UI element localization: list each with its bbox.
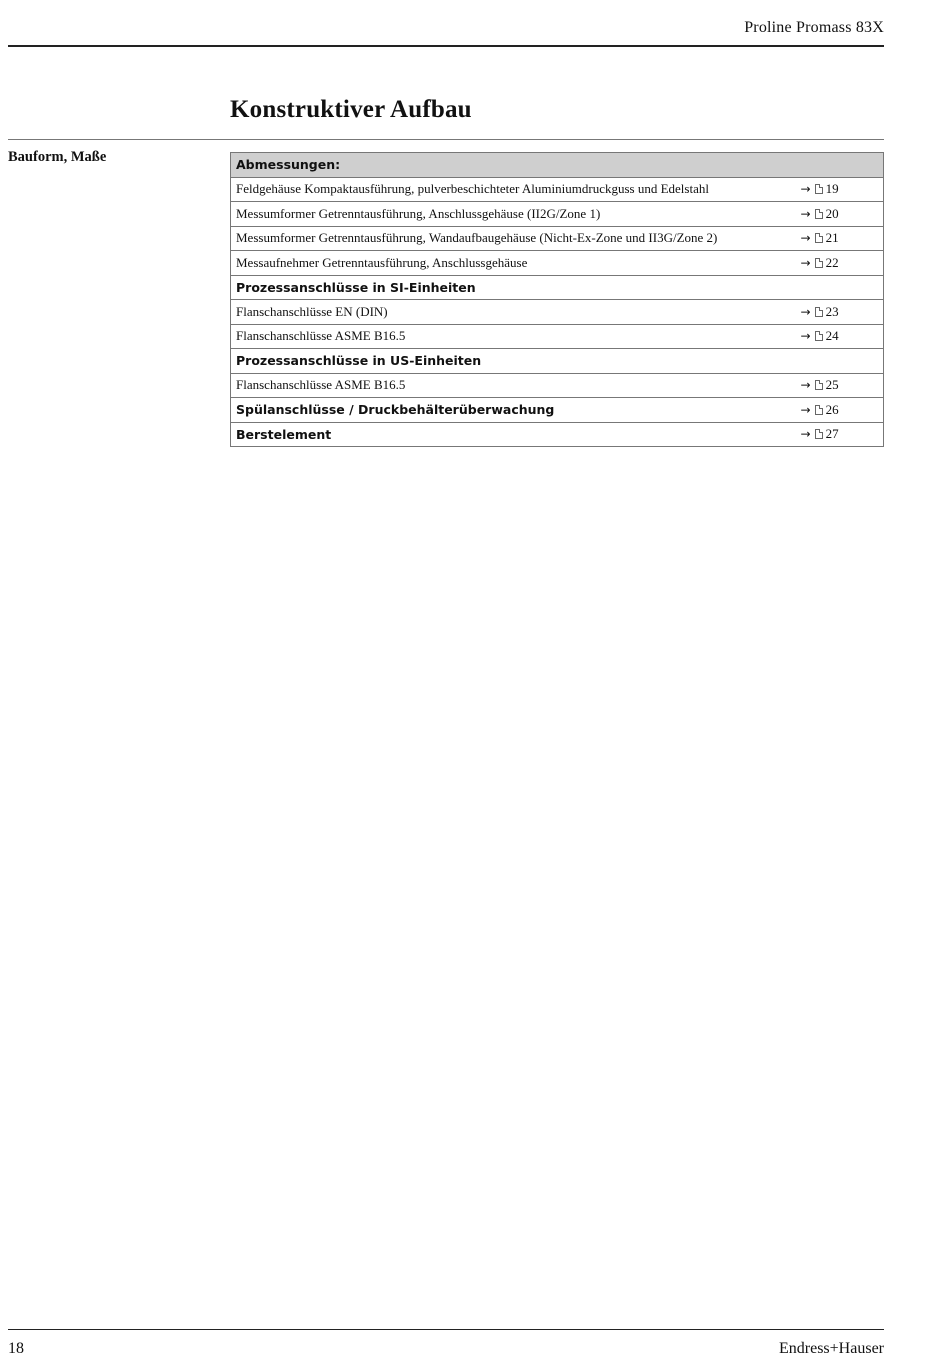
row-label: Flanschanschlüsse EN (DIN) — [231, 300, 796, 325]
table-row — [231, 324, 884, 349]
page-icon — [815, 429, 823, 439]
table-header-row — [231, 153, 884, 178]
header-rule — [8, 45, 884, 47]
page-number-ref: 25 — [825, 377, 839, 393]
page-reference[interactable] — [796, 373, 884, 398]
row-label: Berstelement — [231, 422, 796, 447]
page-number-ref: 20 — [825, 205, 839, 221]
page-number-ref: 22 — [825, 254, 839, 270]
arrow-right-icon: → — [800, 378, 811, 393]
page-reference[interactable] — [796, 349, 884, 374]
table-row — [231, 251, 884, 276]
table-row — [231, 373, 884, 398]
page-reference[interactable] — [796, 300, 884, 325]
row-label: Prozessanschlüsse in SI-Einheiten — [231, 275, 796, 300]
section-rule — [8, 139, 884, 140]
row-label: Messumformer Getrenntausführung, Wandaufbaugehäuse (Nicht-Ex-Zone und II3G/Zone 2) — [231, 226, 796, 251]
arrow-right-icon: → — [800, 206, 811, 221]
page-icon — [815, 233, 823, 243]
row-label: Messaufnehmer Getrenntausführung, Anschlussgehäuse — [231, 251, 796, 276]
page-number-ref: 23 — [825, 303, 839, 319]
page-reference[interactable] — [796, 324, 884, 349]
footer-rule — [8, 1329, 884, 1330]
arrow-right-icon: → — [800, 182, 811, 197]
row-label: Feldgehäuse Kompaktausführung, pulverbeschichteter Aluminiumdruckguss und Edelstahl — [231, 177, 796, 202]
page-reference[interactable] — [796, 275, 884, 300]
row-label: Messumformer Getrenntausführung, Anschlussgehäuse (II2G/Zone 1) — [231, 202, 796, 227]
table-header-cell: Abmessungen: — [231, 153, 884, 178]
table-row — [231, 177, 884, 202]
page-reference[interactable] — [796, 251, 884, 276]
page-icon — [815, 184, 823, 194]
footer-brand: Endress+Hauser — [779, 1340, 884, 1357]
table-row — [231, 300, 884, 325]
table-row — [231, 349, 884, 374]
page-reference[interactable] — [796, 202, 884, 227]
dimensions-table — [230, 152, 884, 447]
page-reference[interactable] — [796, 177, 884, 202]
page-number-ref: 21 — [825, 230, 839, 246]
table-row — [231, 398, 884, 423]
table-row — [231, 226, 884, 251]
section-label: Bauform, Maße — [8, 149, 107, 165]
arrow-right-icon: → — [800, 304, 811, 319]
page-icon — [815, 307, 823, 317]
page-icon — [815, 380, 823, 390]
row-label: Spülanschlüsse / Druckbehälterüberwachung — [231, 398, 796, 423]
arrow-right-icon: → — [800, 231, 811, 246]
page-icon — [815, 331, 823, 341]
page-icon — [815, 209, 823, 219]
document-header-title: Proline Promass 83X — [744, 19, 884, 36]
arrow-right-icon: → — [800, 255, 811, 270]
page-number-ref: 27 — [825, 426, 839, 442]
arrow-right-icon: → — [800, 427, 811, 442]
page-reference[interactable] — [796, 398, 884, 423]
page-number-ref: 24 — [825, 328, 839, 344]
arrow-right-icon: → — [800, 329, 811, 344]
page-icon — [815, 405, 823, 415]
page-reference[interactable] — [796, 422, 884, 447]
row-label: Flanschanschlüsse ASME B16.5 — [231, 373, 796, 398]
table-row — [231, 422, 884, 447]
page-icon — [815, 258, 823, 268]
page-number-ref: 26 — [825, 401, 839, 417]
page-reference[interactable] — [796, 226, 884, 251]
row-label: Flanschanschlüsse ASME B16.5 — [231, 324, 796, 349]
arrow-right-icon: → — [800, 402, 811, 417]
row-label: Prozessanschlüsse in US-Einheiten — [231, 349, 796, 374]
table-row — [231, 202, 884, 227]
table-row — [231, 275, 884, 300]
page-number: 18 — [8, 1340, 24, 1357]
page-title: Konstruktiver Aufbau — [230, 96, 472, 123]
page-number-ref: 19 — [825, 181, 839, 197]
